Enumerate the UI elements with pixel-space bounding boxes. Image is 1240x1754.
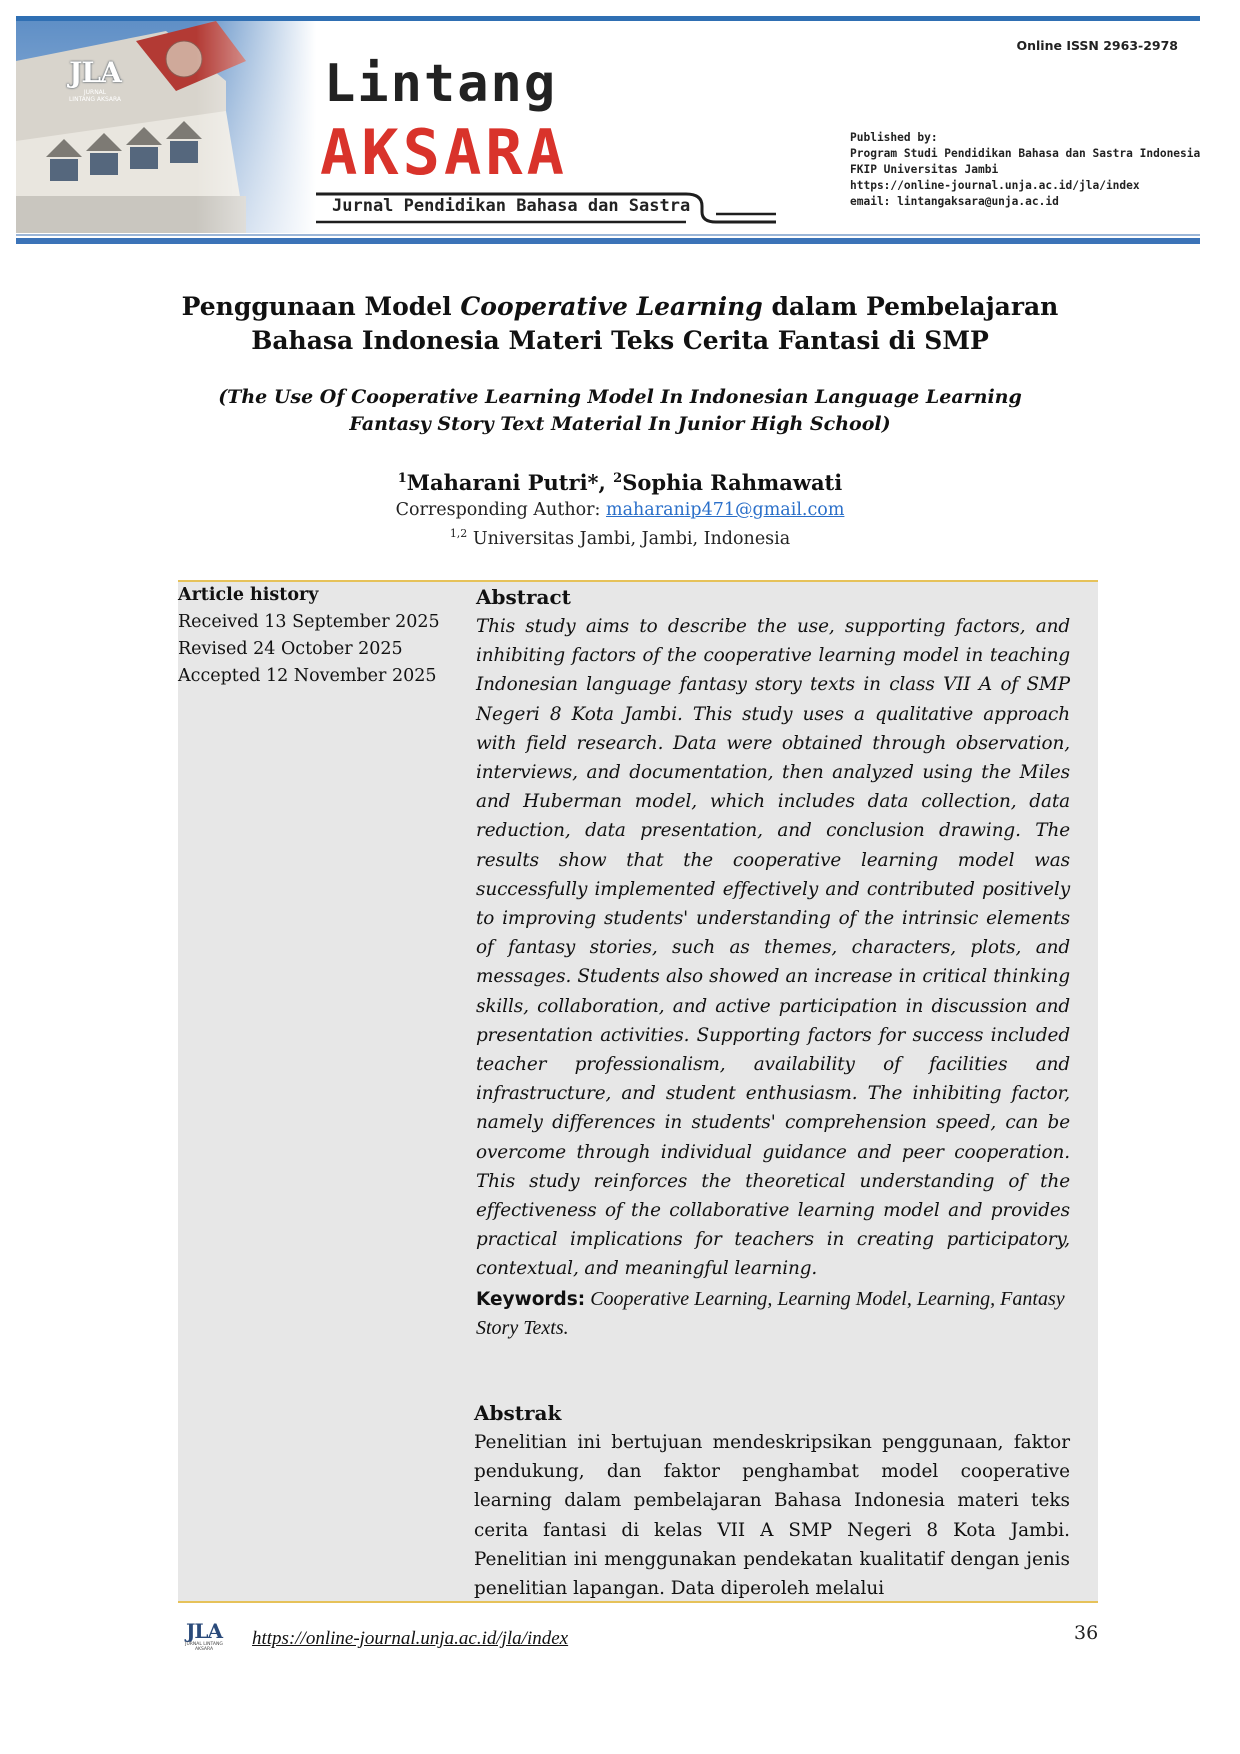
abstract-heading: Abstract [476, 585, 571, 609]
jla-logo [60, 56, 130, 116]
corresponding-label: Corresponding Author: [395, 500, 606, 520]
english-title-line2: Fantasy Story Text Material In Junior High School) [349, 413, 891, 435]
author1-name: Maharani Putri*, [406, 470, 614, 495]
corresponding-author [120, 500, 1120, 520]
abstrak-section [474, 1398, 1070, 1603]
footer-url-link[interactable]: https://online-journal.unja.ac.id/jla/index [252, 1628, 569, 1649]
affiliation-sup: 1,2 [449, 527, 468, 540]
title-part1: Penggunaan Model [181, 292, 461, 321]
history-revised: Revised 24 October 2025 [178, 639, 403, 659]
logo-caption-line2: LINTANG AKSARA [68, 96, 122, 103]
affiliation-text: Universitas Jambi, Jambi, Indonesia [467, 528, 791, 549]
journal-subtitle: Jurnal Pendidikan Bahasa dan Sastra [332, 196, 691, 216]
publisher-email[interactable]: email: lintangaksara@unja.ac.id [850, 195, 1059, 208]
english-title [140, 384, 1100, 438]
history-received: Received 13 September 2025 [178, 612, 440, 632]
logo-text: JLA [69, 56, 121, 89]
abstrak-heading: Abstrak [474, 1401, 562, 1425]
campus-building-image [16, 21, 316, 233]
footer-logo-caption: JURNAL LINTANG AKSARA [185, 1642, 223, 1652]
abstract-section [476, 582, 1070, 1344]
journal-banner [16, 16, 1200, 244]
title-part2: dalam Pembelajaran [762, 292, 1059, 321]
publisher-faculty: FKIP Universitas Jambi [850, 163, 999, 176]
article-history [178, 582, 453, 690]
page-number: 36 [1074, 1622, 1099, 1644]
english-title-line1: (The Use Of Cooperative Learning Model In Indonesian Language Learning [218, 386, 1022, 408]
journal-name-aksara: AKSARA [320, 116, 568, 189]
author1-sup: 1 [397, 471, 407, 486]
keywords [476, 1285, 1070, 1344]
title-line2: Bahasa Indonesia Materi Teks Cerita Fantasi di SMP [251, 326, 989, 355]
footer-jla-logo [180, 1620, 228, 1662]
author2-name: Sophia Rahmawati [622, 470, 843, 495]
published-by-label: Published by: [850, 131, 938, 144]
history-heading: Article history [178, 585, 319, 605]
publisher-info [850, 130, 1200, 210]
footer-logo-text: JLA [185, 1619, 223, 1643]
title-italic: Cooperative Learning [460, 292, 763, 321]
authors [120, 470, 1120, 495]
journal-name-lintang: Lintang [324, 54, 558, 114]
banner-bottom-rule [16, 238, 1200, 244]
abstract-text: This study aims to describe the use, supporting factors, and inhibiting factors of the cooperative learning model in teaching Indonesian language fantasy story texts in class VII A of SMP Negeri 8 Kota Jambi. This study uses a qualitative approach with field research. Data were obtained through observation, interviews, and documentation, then analyzed using the Miles and Huberman model, which includes data collection, data reduction, data presentation, and conclusion drawing. The results show that the cooperative learning model was successfully implemented effectively and contributed positively to improving students' understanding of the intrinsic elements of fantasy stories, such as themes, characters, plots, and messages. Students also showed an increase in critical thinking skills, collaboration, and active participation in discussion and presentation activities. Supporting factors for success included teacher professionalism, availability of facilities and infrastructure, and student enthusiasm. The inhibiting factor, namely differences in students' comprehension speed, can be overcome through individual guidance and peer cooperation. This study reinforces the theoretical understanding of the effectiveness of the collaborative learning model and provides practical implications for teachers in creating participatory, contextual, and meaningful learning. [476, 616, 1070, 1280]
keywords-label: Keywords: [476, 1288, 586, 1310]
affiliation [120, 527, 1120, 549]
issn-label: Online ISSN 2963-2978 [1016, 38, 1178, 53]
logo-caption-line1: JURNAL [83, 89, 107, 96]
publisher-program: Program Studi Pendidikan Bahasa dan Sastra Indonesia [850, 147, 1200, 160]
keywords-text: Cooperative Learning, Learning Model, Learning, Fantasy Story Texts. [476, 1287, 1065, 1340]
corresponding-email-link[interactable]: maharanip471@gmail.com [606, 500, 845, 520]
abstrak-text: Penelitian ini bertujuan mendeskripsikan penggunaan, faktor pendukung, dan faktor penghambat model cooperative learning dalam pembelajaran Bahasa Indonesia materi teks cerita fantasi di kelas VII A SMP Negeri 8 Kota Jambi. Penelitian ini menggunakan pendekatan kualitatif dengan jenis penelitian lapangan. Data diperoleh melalui [474, 1432, 1070, 1600]
article-title [120, 290, 1120, 358]
banner-bottom-rule-thin [16, 234, 1200, 236]
author2-sup: 2 [613, 471, 623, 486]
publisher-url[interactable]: https://online-journal.unja.ac.id/jla/index [850, 179, 1140, 192]
history-accepted: Accepted 12 November 2025 [178, 666, 437, 686]
